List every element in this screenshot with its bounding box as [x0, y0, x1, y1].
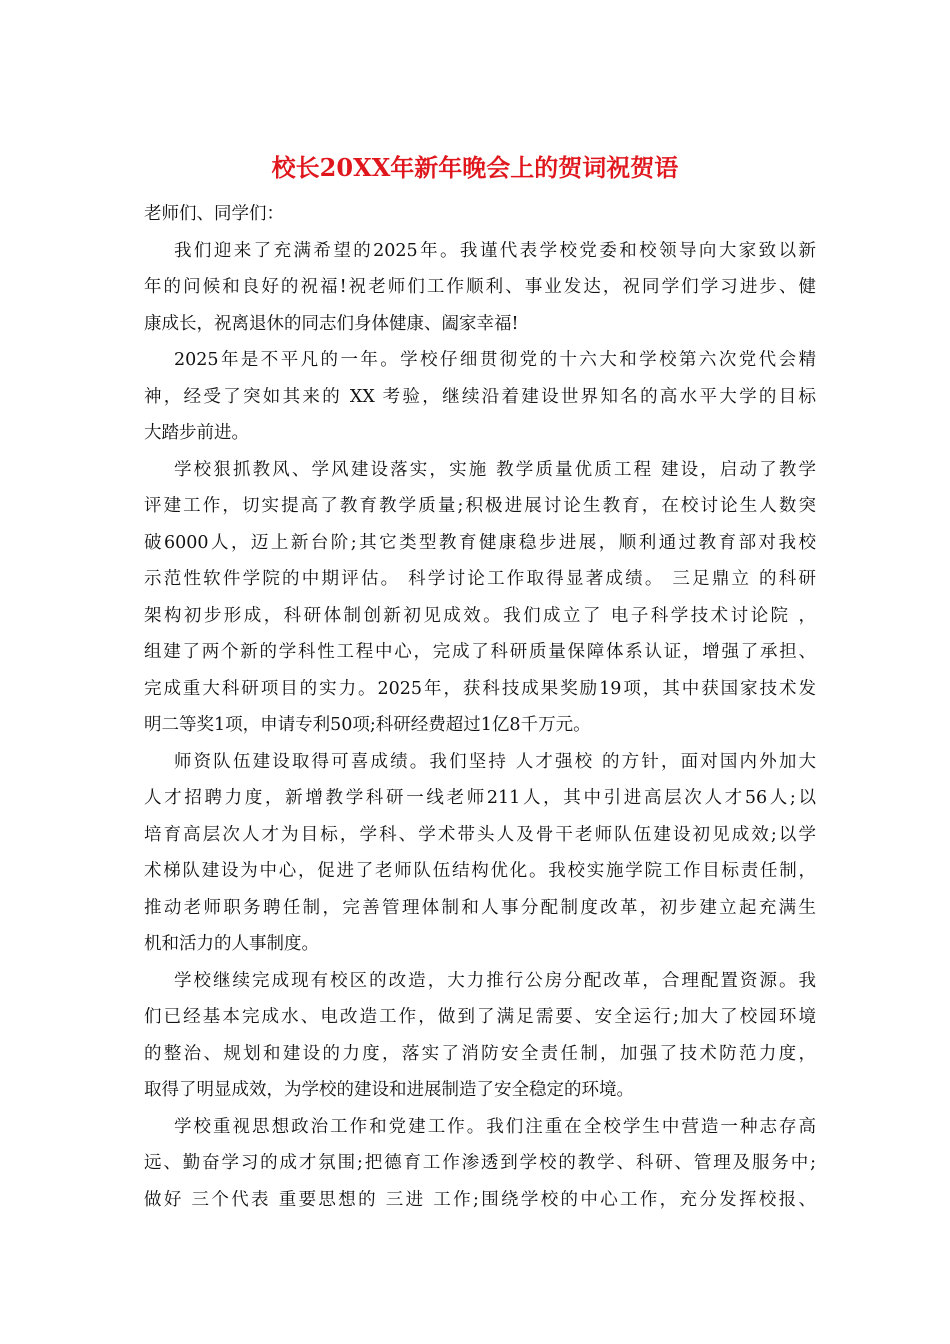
document-title: 校长20XX年新年晚会上的贺词祝贺语 [271, 153, 679, 182]
paragraph-line: 破6000人，迈上新台阶;其它类型教育健康稳步进展，顺利通过教育部对我校 [144, 532, 816, 553]
paragraph [144, 963, 816, 1109]
paragraph-line: 架构初步形成，科研体制创新初见成效。我们成立了 电子科学技术讨论院 ， [144, 605, 816, 626]
paragraph-line: 学校狠抓教风、学风建设落实，实施 教学质量优质工程 建设，启动了教学 [174, 459, 816, 480]
paragraph-line: 示范性软件学院的中期评估。 科学讨论工作取得显著成绩。 三足鼎立 的科研 [144, 569, 816, 589]
paragraph-line: 明二等奖1项，申请专利50项;科研经费超过1亿8千万元。 [144, 715, 591, 735]
paragraph-line: 大踏步前进。 [144, 423, 249, 443]
paragraph-line: 康成长，祝离退休的同志们身体健康、阖家幸福! [144, 313, 519, 334]
paragraph-line: 学校重视思想政治工作和党建工作。我们注重在全校学生中营造一种志存高 [174, 1116, 816, 1137]
paragraph-line: 们已经基本完成水、电改造工作，做到了满足需要、安全运行;加大了校园环境 [144, 1007, 816, 1027]
paragraph-line: 术梯队建设为中心，促进了老师队伍结构优化。我校实施学院工作目标责任制， [144, 861, 816, 881]
paragraph [144, 233, 816, 343]
paragraph-line: 取得了明显成效，为学校的建设和进展制造了安全稳定的环境。 [144, 1080, 634, 1100]
paragraph-line: 的整治、规划和建设的力度，落实了消防安全责任制，加强了技术防范力度， [144, 1043, 816, 1064]
paragraph [144, 452, 816, 744]
paragraph-line: 我们迎来了充满希望的2025年。我谨代表学校党委和校领导向大家致以新 [174, 240, 816, 261]
paragraph-line: 神，经受了突如其来的 XX 考验，继续沿着建设世界知名的高水平大学的目标 [144, 386, 816, 407]
paragraph-line: 学校继续完成现有校区的改造，大力推行公房分配改革，合理配置资源。我 [174, 970, 816, 991]
document-body [144, 196, 816, 1218]
paragraph-line: 师资队伍建设取得可喜成绩。我们坚持 人才强校 的方针，面对国内外加大 [174, 751, 816, 772]
paragraph-line: 完成重大科研项目的实力。2025年，获科技成果奖励19项，其中获国家技术发 [144, 678, 816, 699]
paragraph-line: 培育高层次人才为目标，学科、学术带头人及骨干老师队伍建设初见成效;以学 [144, 824, 816, 845]
paragraph [144, 744, 816, 963]
paragraph-line: 机和活力的人事制度。 [144, 934, 319, 954]
salutation: 老师们、同学们： [144, 204, 284, 224]
paragraph-line: 评建工作，切实提高了教育教学质量;积极进展讨论生教育，在校讨论生人数突 [144, 496, 816, 516]
paragraph [144, 342, 816, 452]
paragraph-line: 做好 三个代表 重要思想的 三进 工作;围绕学校的中心工作，充分发挥校报、 [144, 1189, 816, 1210]
paragraph-line: 年的问候和良好的祝福!祝老师们工作顺利、事业发达，祝同学们学习进步、健 [144, 277, 816, 297]
paragraph-line: 推动老师职务聘任制，完善管理体制和人事分配制度改革，初步建立起充满生 [144, 897, 816, 918]
paragraph [144, 1109, 816, 1219]
paragraph-line: 组建了两个新的学科性工程中心，完成了科研质量保障体系认证，增强了承担、 [144, 642, 816, 662]
paragraph-line: 2025年是不平凡的一年。学校仔细贯彻党的十六大和学校第六次党代会精 [174, 350, 816, 370]
paragraph-line: 远、勤奋学习的成才氛围;把德育工作渗透到学校的教学、科研、管理及服务中; [144, 1153, 816, 1173]
paragraph-line: 人才招聘力度，新增教学科研一线老师211人，其中引进高层次人才56人;以 [144, 788, 816, 808]
